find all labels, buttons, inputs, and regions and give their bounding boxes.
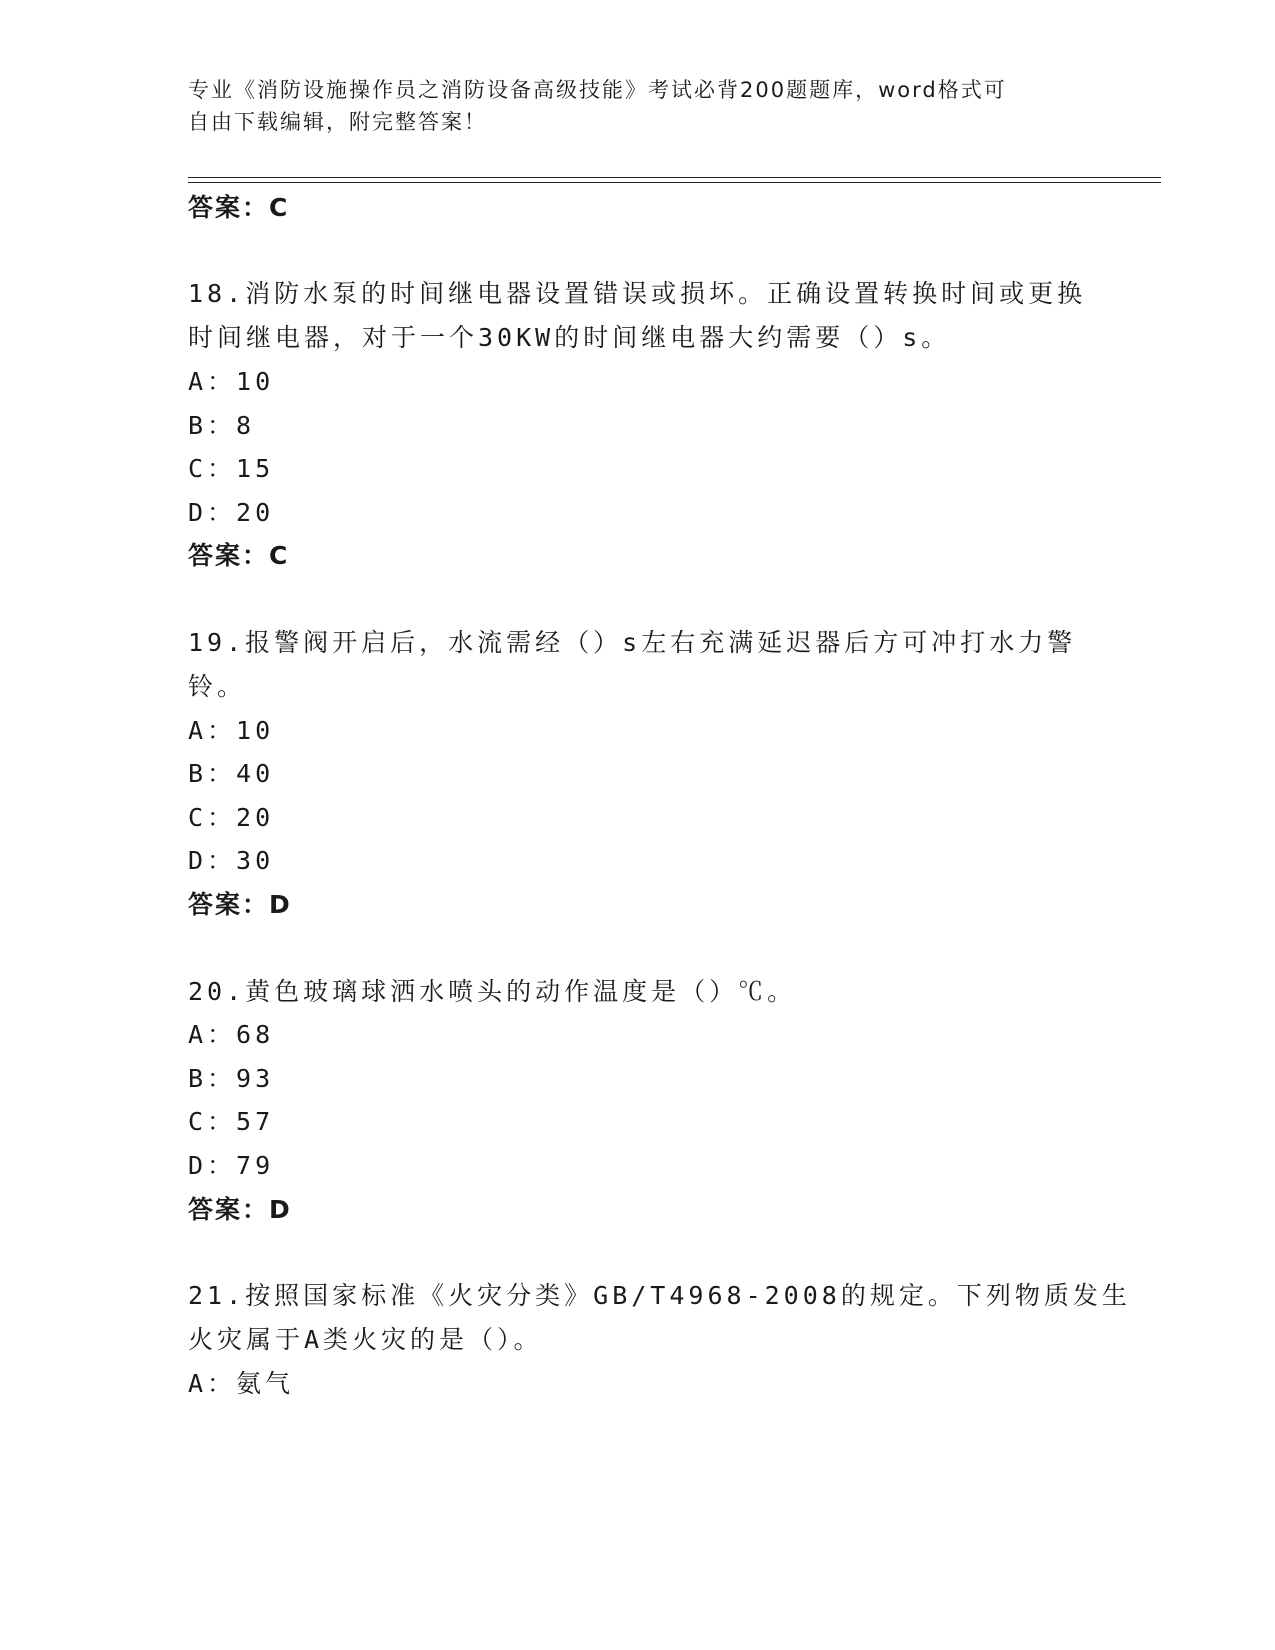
question-text-line-2: 火灾属于A类火灾的是（）。 <box>188 1325 543 1354</box>
option-c: C：20 <box>188 803 275 832</box>
option-a: A：氨气 <box>188 1369 295 1398</box>
header-line-1: 专业《消防设施操作员之消防设备高级技能》考试必背200题题库，word格式可 <box>188 78 1007 102</box>
option-d: D：79 <box>188 1151 275 1180</box>
option-b: B：93 <box>188 1064 275 1093</box>
page-header <box>188 74 1068 138</box>
option-c: C：57 <box>188 1107 275 1136</box>
option-d: D：30 <box>188 846 275 875</box>
previous-answer: 答案：C <box>188 193 290 222</box>
option-b: B：8 <box>188 411 256 440</box>
answer: 答案：C <box>188 541 290 570</box>
question-text-line-1: 20.黄色玻璃球洒水喷头的动作温度是（）℃。 <box>188 977 797 1006</box>
question-text-line-1: 21.按照国家标准《火灾分类》GB/T4968-2008的规定。下列物质发生 <box>188 1281 1131 1310</box>
option-a: A：68 <box>188 1020 275 1049</box>
option-c: C：15 <box>188 454 275 483</box>
question-text-line-1: 18.消防水泵的时间继电器设置错误或损坏。正确设置转换时间或更换 <box>188 279 1087 308</box>
header-rule-bottom <box>188 182 1161 183</box>
answer: 答案：D <box>188 890 292 919</box>
option-b: B：40 <box>188 759 275 788</box>
question-text-line-2: 时间继电器，对于一个30KW的时间继电器大约需要（）s。 <box>188 323 951 352</box>
header-line-2: 自由下载编辑，附完整答案！ <box>188 110 487 134</box>
header-rule-top <box>188 177 1161 178</box>
question-text-line-2: 铃。 <box>188 672 247 701</box>
answer: 答案：D <box>188 1195 292 1224</box>
question-text-line-1: 19.报警阀开启后，水流需经（）s左右充满延迟器后方可冲打水力警 <box>188 628 1077 657</box>
option-d: D：20 <box>188 498 275 527</box>
option-a: A：10 <box>188 367 275 396</box>
option-a: A：10 <box>188 716 275 745</box>
